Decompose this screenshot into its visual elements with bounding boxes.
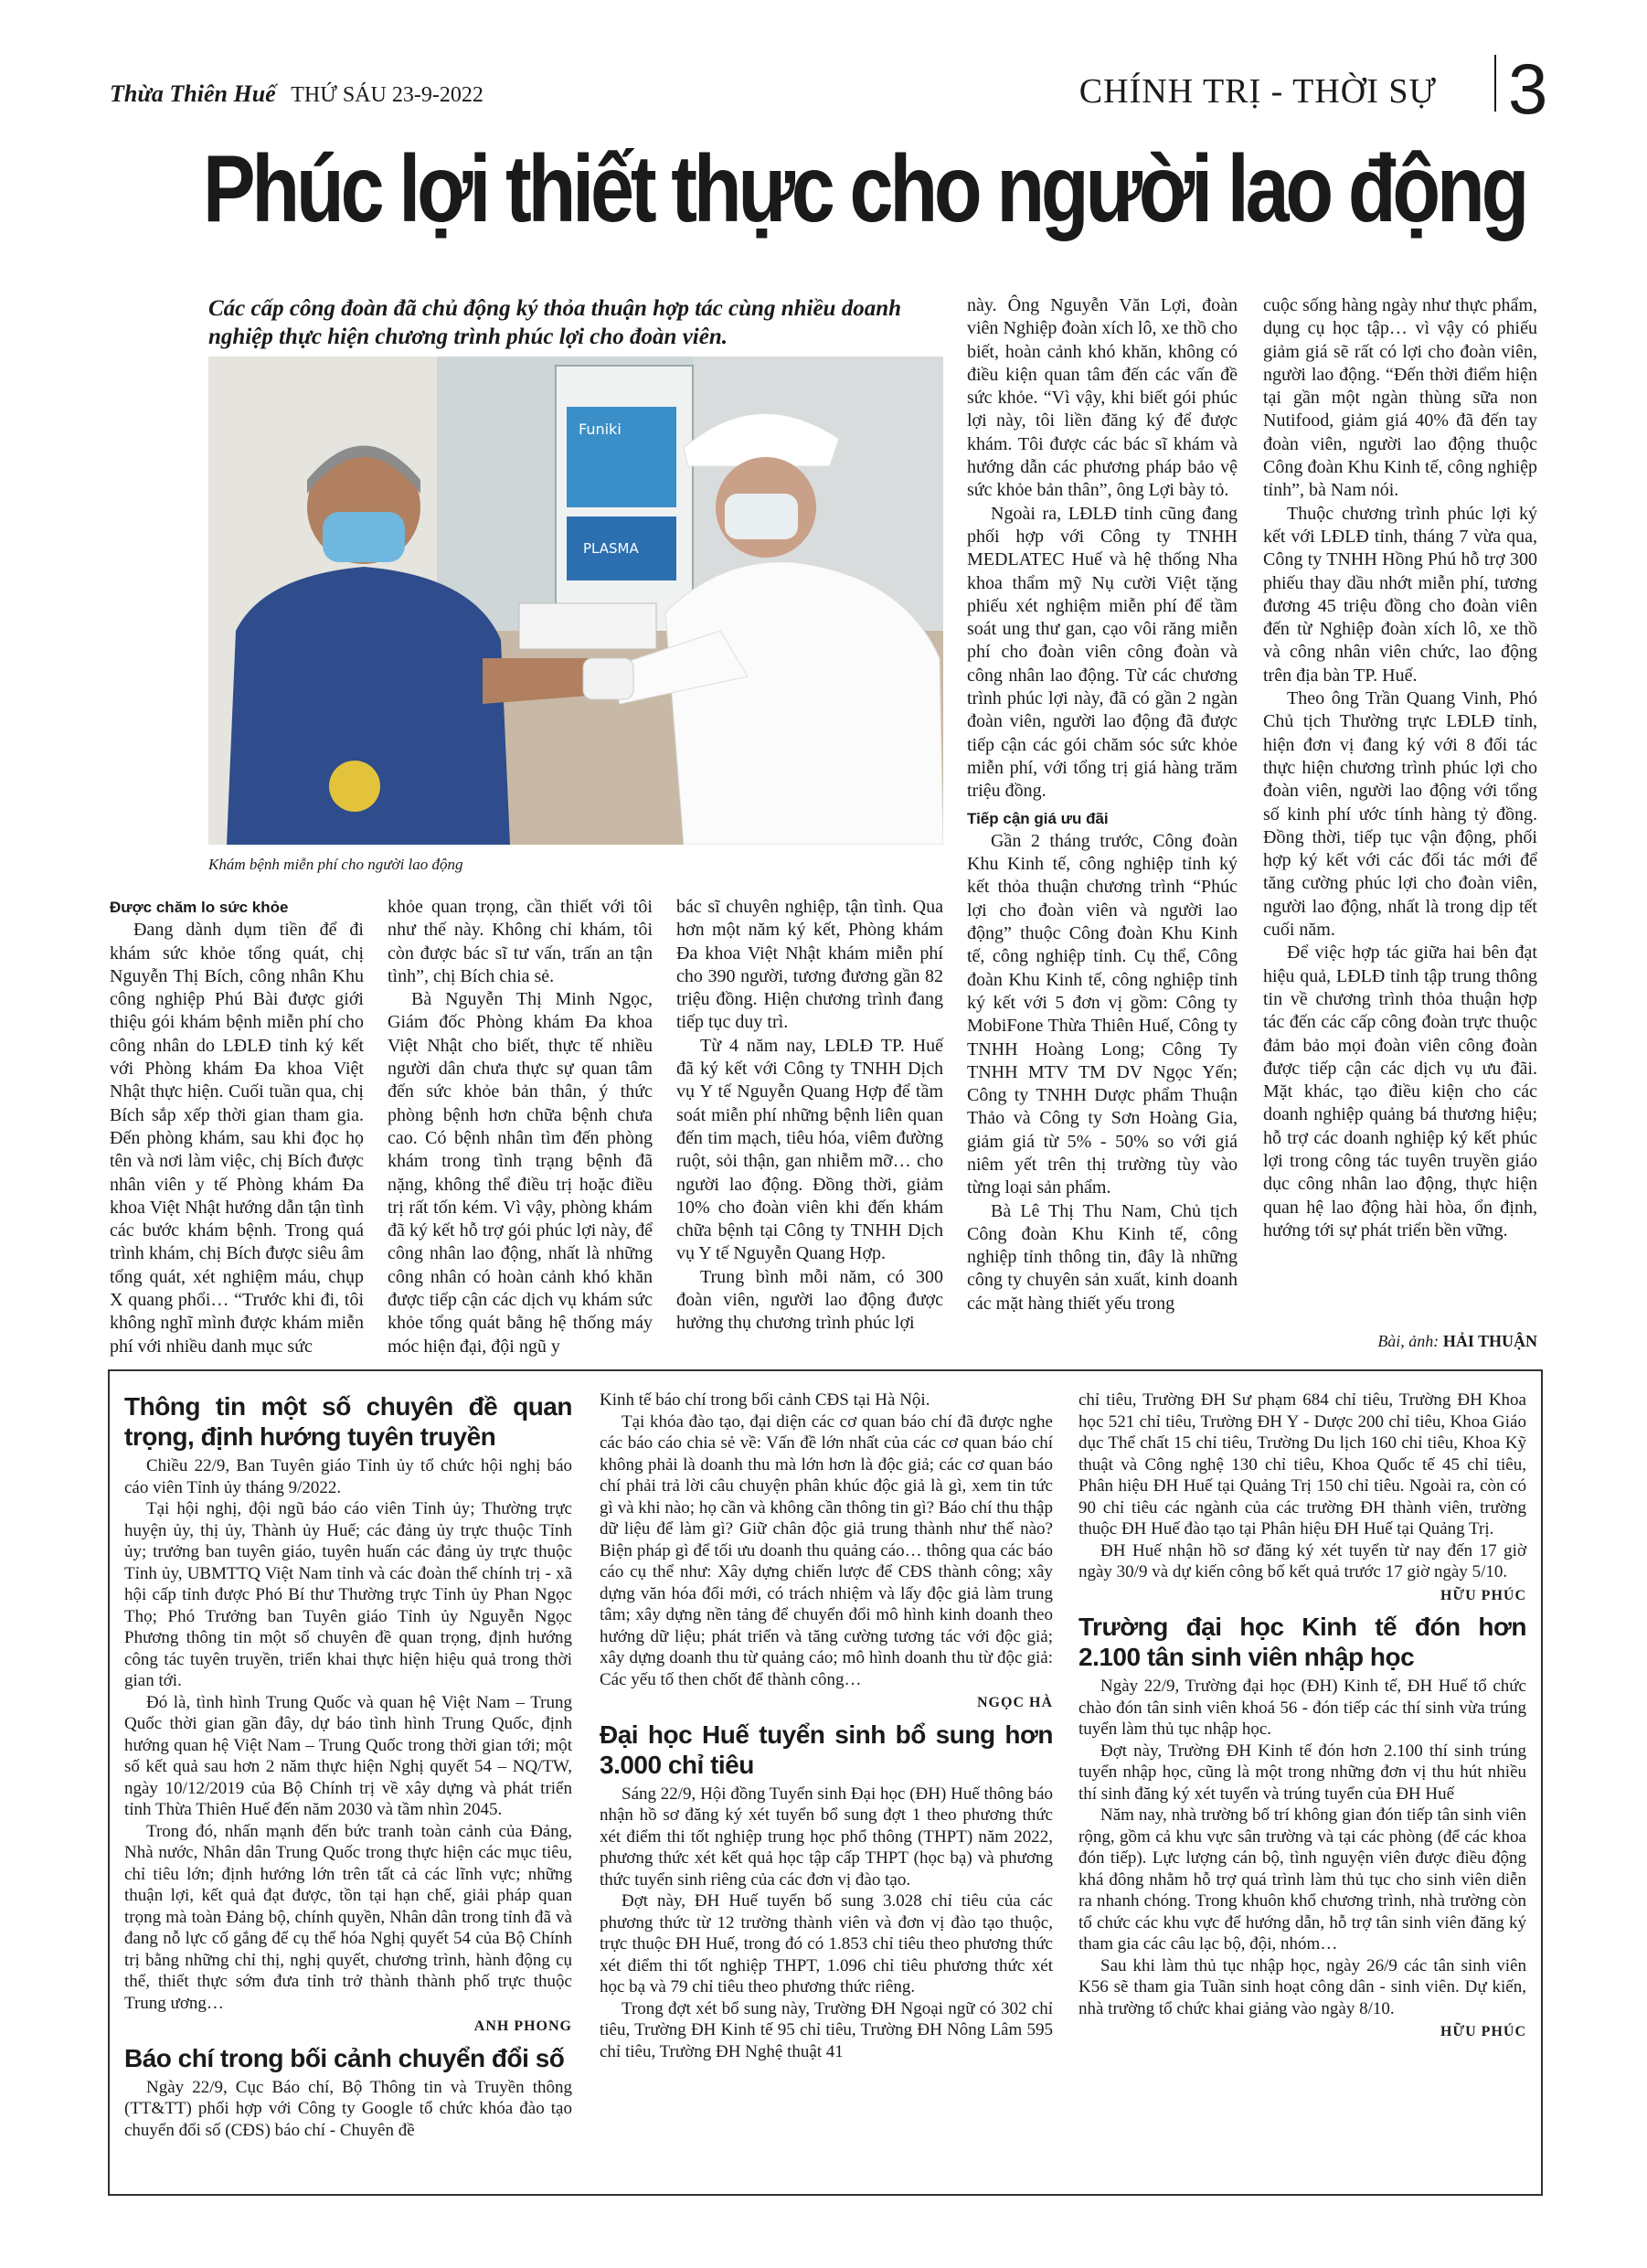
fridge-brand: Funiki — [579, 421, 622, 438]
paragraph: chỉ tiêu, Trường ĐH Sư phạm 684 chỉ tiêu, Trường ĐH Khoa học 521 chỉ tiêu, Trường ĐH Y - Dược 200 chỉ tiêu, Khoa Giáo dục Thể chất 15 chỉ tiêu, Trường Du lịch 160 chỉ tiêu, Khoa Kỹ thuật và Công nghệ 130 chỉ tiêu, Khoa Quốc tế 45 chỉ tiêu, Phân hiệu ĐH Huế tại Quảng Trị 150 chỉ tiêu. Ngoài ra, còn có 90 chỉ tiêu các ngành của các trường ĐH thành viên, trường thuộc ĐH Huế đào tạo tại Phân hiệu ĐH Huế tại Quảng Trị. — [1079, 1390, 1526, 1539]
paper-name: Thừa Thiên Huế — [110, 80, 276, 107]
paragraph: Đợt này, ĐH Huế tuyển bổ sung 3.028 chỉ tiêu của các phương thức từ 12 trường thành viên và đơn vị đào tạo thuộc, trực thuộc ĐH Huế, trong đó có 1.853 chỉ tiêu theo phương thức xét điểm thi tốt nghiệp THPT, 1.096 chỉ tiêu phương thức xét học bạ và 79 chỉ tiêu theo phương thức riêng. — [600, 1891, 1053, 1996]
paragraph: cuộc sống hàng ngày như thực phẩm, dụng cụ học tập… vì vậy có phiếu giảm giá sẽ rất có lợi cho đoàn viên, người lao động. “Đến thời điểm hiện tại gần một ngàn thùng sữa non Nutifood, giảm giá 40% đã đến tay đoàn viên, người lao động thuộc Công đoàn Khu Kinh tế, công nghiệp tỉnh”, bà Nam nói. — [1263, 295, 1537, 501]
paragraph: Ngày 22/9, Cục Báo chí, Bộ Thông tin và Truyền thông (TT&TT) phối hợp với Công ty Google tổ chức khóa đào tạo chuyển đổi số (CĐS) báo chí - Chuyên đề — [124, 2077, 572, 2140]
article-column-1 — [110, 896, 364, 1358]
masthead — [110, 80, 483, 108]
news-column-1 — [124, 1391, 572, 2141]
story4-headline: Trường đại học Kinh tế đón hơn 2.100 tân sinh viên nhập học — [1079, 1613, 1526, 1671]
photo-caption: Khám bệnh miễn phí cho người lao động — [208, 856, 463, 873]
paragraph: Sáng 22/9, Hội đồng Tuyển sinh Đại học (ĐH) Huế thông báo nhận hồ sơ đăng ký xét tuyển bổ sung đợt 1 theo phương thức xét điểm thi tốt nghiệp trung học phổ thông (THPT) năm 2022, phương thức xét kết quả học tập cấp THPT (học bạ) và phương thức tuyển sinh riêng của các đơn vị đào tạo. — [600, 1784, 1053, 1890]
paragraph: Theo ông Trần Quang Vinh, Phó Chủ tịch Thường trực LĐLĐ tỉnh, hiện đơn vị đang ký với 8 đối tác thực hiện chương trình phúc lợi cho đoàn viên, người lao động với tổng số kinh phí ước tính hàng tỷ đồng. Đồng thời, tiếp tục vận động, phối hợp ký kết với các đối tác mới để tăng cường phúc lợi cho đoàn viên, người lao động, nhất là trong dịp tết cuối năm. — [1263, 688, 1537, 941]
paragraph: Để việc hợp tác giữa hai bên đạt hiệu quả, LĐLĐ tỉnh tập trung thông tin về chương trình thỏa thuận hợp tác đến các cấp công đoàn trực thuộc đảm bảo mọi đoàn viên công đoàn được tiếp cận các dịch vụ ưu đãi. Mặt khác, tạo điều kiện cho các doanh nghiệp quảng bá thương hiệu; hỗ trợ các doanh nghiệp ký kết phúc lợi trong công tác tuyên truyền giáo dục công nhân lao động, thực hiện quan hệ lao động hài hòa, ổn định, hướng tới sự phát triển bền vững. — [1263, 942, 1537, 1240]
paragraph: Trong đó, nhấn mạnh đến bức tranh toàn cảnh của Đảng, Nhà nước, Nhân dân Trung Quốc trong thực hiện các mục tiêu, chỉ tiêu lớn; định hướng lớn trên tất cả các lĩnh vực; những thuận lợi, kết quả đạt được, tồn tại hạn chế, giải pháp quan trọng mà toàn Đảng bộ, chính quyền, Nhân dân trong tỉnh đã và đang nỗ lực cố gắng để cụ thể hóa Nghị quyết 54 của Bộ Chính trị bằng những chỉ thị, nghị quyết, chương trình, hành động cụ thể, thiết thực sớm đưa tỉnh trở thành thành phố trực thuộc Trung ương… — [124, 1821, 572, 2013]
article-column-4 — [967, 294, 1238, 1315]
news-column-2 — [600, 1390, 1053, 2062]
story4-author: HỮU PHÚC — [1440, 2024, 1526, 2039]
news-column-3 — [1079, 1390, 1526, 2049]
story3-author: HỮU PHÚC — [1440, 1587, 1526, 1603]
fridge-label: PLASMA — [583, 540, 639, 557]
paragraph: Chiều 22/9, Ban Tuyên giáo Tỉnh ủy tổ chức hội nghị báo cáo viên Tỉnh ủy tháng 9/2022. — [124, 1456, 572, 1497]
paragraph: Trong đợt xét bổ sung này, Trường ĐH Ngoại ngữ có 302 chỉ tiêu, Trường ĐH Kinh tế 95 chỉ tiêu, Trường ĐH Nông Lâm 595 chỉ tiêu, Trường ĐH Nghệ thuật 41 — [600, 1998, 1053, 2061]
subhead-health: Được chăm lo sức khỏe — [110, 899, 289, 916]
paragraph: Đang dành dụm tiền để đi khám sức khỏe tổng quát, chị Nguyễn Thị Bích, công nhân Khu công nghiệp Phú Bài được giới thiệu gói khám bệnh miễn phí cho công nhân do LĐLĐ tỉnh ký kết với Phòng khám Đa khoa Việt Nhật thực hiện. Cuối tuần qua, chị Bích sắp xếp thời gian tham gia. Đến phòng khám, sau khi đọc họ tên và nơi làm việc, chị Bích được nhân viên y tế Phòng khám Đa khoa Việt Nhật hướng dẫn tận tình các bước khám bệnh. Trong quá trình khám, chị Bích được siêu âm tổng quát, xét nghiệm máu, chụp X quang phổi… “Trước khi đi, tôi không nghĩ mình được khám miễn phí với nhiều danh mục sức — [110, 920, 364, 1357]
story2-author: NGỌC HÀ — [977, 1695, 1053, 1710]
paragraph: bác sĩ chuyên nghiệp, tận tình. Qua hơn một năm ký kết, Phòng khám Đa khoa Việt Nhật khám miễn phí cho 390 người, tương đương gần 82 triệu đồng. Hiện chương trình đang tiếp tục duy trì. — [676, 897, 943, 1033]
paragraph: Năm nay, nhà trường bố trí không gian đón tiếp tân sinh viên rộng, gồm cả khu vực sân trường và tại các phòng (để các khoa đón tiếp). Lực lượng cán bộ, tình nguyện viên được điều động khá đông nhằm hỗ trợ quá trình làm thủ tục cho sinh viên diễn ra nhanh chóng. Trong khuôn khổ chương trình, nhà trường còn tổ chức các khu vực để hướng dẫn, hỗ trợ tân sinh viên đăng ký tham gia các câu lạc bộ, đội, nhóm… — [1079, 1805, 1526, 1954]
article-photo — [208, 357, 943, 845]
article-lede: Các cấp công đoàn đã chủ động ký thỏa thuận hợp tác cùng nhiều doanh nghiệp thực hiện chương trình phúc lợi cho đoàn viên. — [208, 296, 902, 349]
article-column-5 — [1263, 294, 1537, 1242]
article-byline — [1377, 1332, 1537, 1351]
paragraph: Ngày 22/9, Trường đại học (ĐH) Kinh tế, ĐH Huế tổ chức chào đón tân sinh viên khoá 56 - đón tiếp các thí sinh vừa trúng tuyển làm thủ tục nhập học. — [1079, 1677, 1526, 1739]
subhead-discount: Tiếp cận giá ưu đãi — [967, 809, 1109, 827]
article-column-3 — [676, 896, 943, 1336]
paragraph: Thuộc chương trình phúc lợi ký kết với LĐLĐ tỉnh, tháng 7 vừa qua, Công ty TNHH Hồng Phú hỗ trợ 300 phiếu thay dầu nhớt miễn phí, tương đương 45 triệu đồng cho đoàn viên đến từ Nghiệp đoàn xích lô, xe thồ và công nhân viên chức, lao động trên địa bàn TP. Huế. — [1263, 503, 1537, 686]
header-divider — [1494, 55, 1496, 112]
paragraph: này. Ông Nguyễn Văn Lợi, đoàn viên Nghiệp đoàn xích lô, xe thồ cho biết, hoàn cảnh khó khăn, không có điều kiện quan tâm đến các vấn đề sức khỏe. “Vì vậy, khi biết gói phúc lợi này, tôi liền đăng ký để được khám. Tôi được các bác sĩ khám và hướng dẫn các phương pháp bảo vệ sức khỏe bản thân”, ông Lợi bày tỏ. — [967, 295, 1238, 501]
main-headline: Phúc lợi thiết thực cho người lao động — [203, 136, 1526, 242]
paragraph: Kinh tế báo chí trong bối cảnh CĐS tại Hà Nội. — [600, 1390, 930, 1410]
paragraph: Đợt này, Trường ĐH Kinh tế đón hơn 2.100 thí sinh trúng tuyển nhập học, cũng là một trong những đơn vị thu hút nhiều thí sinh đăng ký xét tuyển và trúng tuyển của ĐH Huế — [1079, 1741, 1526, 1804]
paragraph: Gần 2 tháng trước, Công đoàn Khu Kinh tế, công nghiệp tỉnh ký kết thỏa thuận chương trình “Phúc lợi cho đoàn viên và người lao động” thuộc Công đoàn Khu Kinh tế, công nghiệp tỉnh. Cụ thể, Công đoàn Khu Kinh tế, công nghiệp tỉnh ký kết với 5 đơn vị gồm: Công ty MobiFone Thừa Thiên Huế, Công ty TNHH Hoàng Long; Công Ty TNHH MTV TM DV Ngọc Yến; Công ty TNHH Dược phẩm Thuận Thảo và Công ty Sơn Hoàng Gia, giảm giá từ 5% - 50% so với giá niêm yết trên thị trường tùy vào từng loại sản phẩm. — [967, 830, 1238, 1198]
paragraph: Bà Lê Thị Thu Nam, Chủ tịch Công đoàn Khu Kinh tế, công nghiệp tỉnh thông tin, đây là những công ty chuyên sản xuất, kinh doanh các mặt hàng thiết yếu trong — [967, 1200, 1238, 1314]
paragraph: Sau khi làm thủ tục nhập học, ngày 26/9 các tân sinh viên K56 sẽ tham gia Tuần sinh hoạt công dân - sinh viên. Dự kiến, nhà trường tổ chức khai giảng vào ngày 8/10. — [1079, 1955, 1526, 2018]
byline-label: Bài, ảnh: — [1377, 1332, 1440, 1350]
paragraph: Tại khóa đào tạo, đại diện các cơ quan báo chí đã được nghe các báo cáo chia sẻ về: Vấn đề lớn nhất của các cơ quan báo chí không phải là doanh thu mà lớn hơn là độc giả; các cơ quan báo chí phải trả lời câu chuyện phân khúc độc giả là gì, xem tin tức gì và khi nào; họ cần và không cần thông tin gì? Báo chí thu thập dữ liệu để làm gì? Giữ chân độc giả trung thành như thế nào? Biện pháp gì để tối ưu doanh thu quảng cáo… thông qua các báo cáo cụ thể như: Xây dựng chiến lược để CĐS thành công; xây dựng văn hóa đổi mới, có trách nhiệm và lấy độc giả làm trung tâm; xây dựng nền tảng để chuyển đổi mô hình kinh doanh theo hướng dữ liệu; phát triển và tăng cường tương tác với độc giả; xây dựng doanh thu từ quảng cáo; mô hình doanh thu từ độc giả: Các yếu tố then chốt để thành công… — [600, 1411, 1053, 1689]
paragraph: Từ 4 năm nay, LĐLĐ TP. Huế đã ký kết với Công ty TNHH Dịch vụ Y tế Nguyễn Quang Hợp để tầm soát miễn phí những bệnh liên quan đến tim mạch, tiêu hóa, viêm đường ruột, sỏi thận, gan nhiễm mỡ… cho người lao động. Đồng thời, giảm 10% cho đoàn viên khi đến khám chữa bệnh tại Công ty TNHH Dịch vụ Y tế Nguyễn Quang Hợp. — [676, 1035, 943, 1264]
byline-author: HẢI THUẬN — [1442, 1332, 1537, 1350]
story1-headline: Thông tin một số chuyên đề quan trọng, định hướng tuyên truyền — [124, 1392, 572, 1451]
section-title: CHÍNH TRỊ - THỜI SỰ — [1079, 72, 1437, 111]
page-number: 3 — [1508, 48, 1548, 129]
paragraph: ĐH Huế nhận hồ sơ đăng ký xét tuyển từ nay đến 17 giờ ngày 30/9 và dự kiến công bố kết quả trước 17 giờ ngày 5/10. — [1079, 1540, 1526, 1581]
paragraph: Ngoài ra, LĐLĐ tỉnh cũng đang phối hợp với Công ty TNHH MEDLATEC Huế và hệ thống Nha khoa thẩm mỹ Nụ cười Việt tặng phiếu xét nghiệm miễn phí để tầm soát ung thư gan, cạo vôi răng miễn phí cho đoàn viên công đoàn và công nhân lao động. Từ các chương trình phúc lợi này, đã có gần 2 ngàn đoàn viên, người lao động đã được tiếp cận các gói chăm sóc sức khỏe miễn phí, với tổng trị giá hàng trăm triệu đồng. — [967, 503, 1238, 802]
story1-author: ANH PHONG — [473, 2018, 572, 2034]
paragraph: Bà Nguyễn Thị Minh Ngọc, Giám đốc Phòng khám Đa khoa Việt Nhật cho biết, thực tế nhiều người dân chưa thực sự quan tâm đến sức khỏe bản thân, ý thức phòng bệnh hơn chữa bệnh chưa cao. Có bệnh nhân tìm đến phòng khám trong tình trạng bệnh đã nặng, không thể điều trị hoặc điều trị rất tốn kém. Vì vậy, phòng khám đã ký kết hỗ trợ gói phúc lợi này, để công nhân lao động, nhất là những công nhân có hoàn cảnh khó khăn được tiếp cận các dịch vụ khám sức khỏe tổng quát bằng hệ thống máy móc hiện đại, đội ngũ y — [388, 989, 653, 1357]
issue-date: THỨ SÁU 23-9-2022 — [291, 83, 483, 107]
paragraph: Tại hội nghị, đội ngũ báo cáo viên Tỉnh ủy; Thường trực huyện ủy, thị ủy, Thành ủy Huế; các đảng ủy trực thuộc Tỉnh ủy; trưởng ban tuyên giáo, tuyên huấn các đảng ủy trực thuộc Tỉnh ủy, UBMTTQ Việt Nam tỉnh và các đoàn thể chính trị - xã hội cấp tỉnh được Phó Bí thư Thường trực Tỉnh ủy Phan Ngọc Thọ; Phó Trưởng ban Tuyên giáo Tỉnh ủy Nguyễn Ngọc Phương thông tin một số chuyên đề quan trọng, định hướng công tác tuyên truyền, triển khai thực hiện hiệu quả trong thời gian tới. — [124, 1499, 572, 1690]
paragraph: Đó là, tình hình Trung Quốc và quan hệ Việt Nam – Trung Quốc thời gian gần đây, dự báo tình hình Trung Quốc, định hướng quan hệ Việt Nam – Trung Quốc trong thời gian tới; một số kết quả sau hơn 2 năm thực hiện Nghị quyết 54 – NQ/TW, ngày 10/12/2019 của Bộ Chính trị về xây dựng và phát triển tỉnh Thừa Thiên Huế đến năm 2030 và tầm nhìn 2045. — [124, 1692, 572, 1819]
paragraph: Trung bình mỗi năm, có 300 đoàn viên, người lao động được hưởng thụ chương trình phúc lợi — [676, 1266, 943, 1334]
paragraph: khỏe quan trọng, cần thiết với tôi như thế này. Không chỉ khám, tôi còn được bác sĩ tư vấn, trấn an tận tình”, chị Bích chia sẻ. — [388, 897, 653, 986]
article-column-2 — [388, 896, 653, 1358]
story2-headline: Báo chí trong bối cảnh chuyển đổi số — [124, 2043, 565, 2072]
story3-headline: Đại học Huế tuyển sinh bổ sung hơn 3.000 chỉ tiêu — [600, 1720, 1053, 1779]
photo-illustration — [208, 357, 943, 845]
